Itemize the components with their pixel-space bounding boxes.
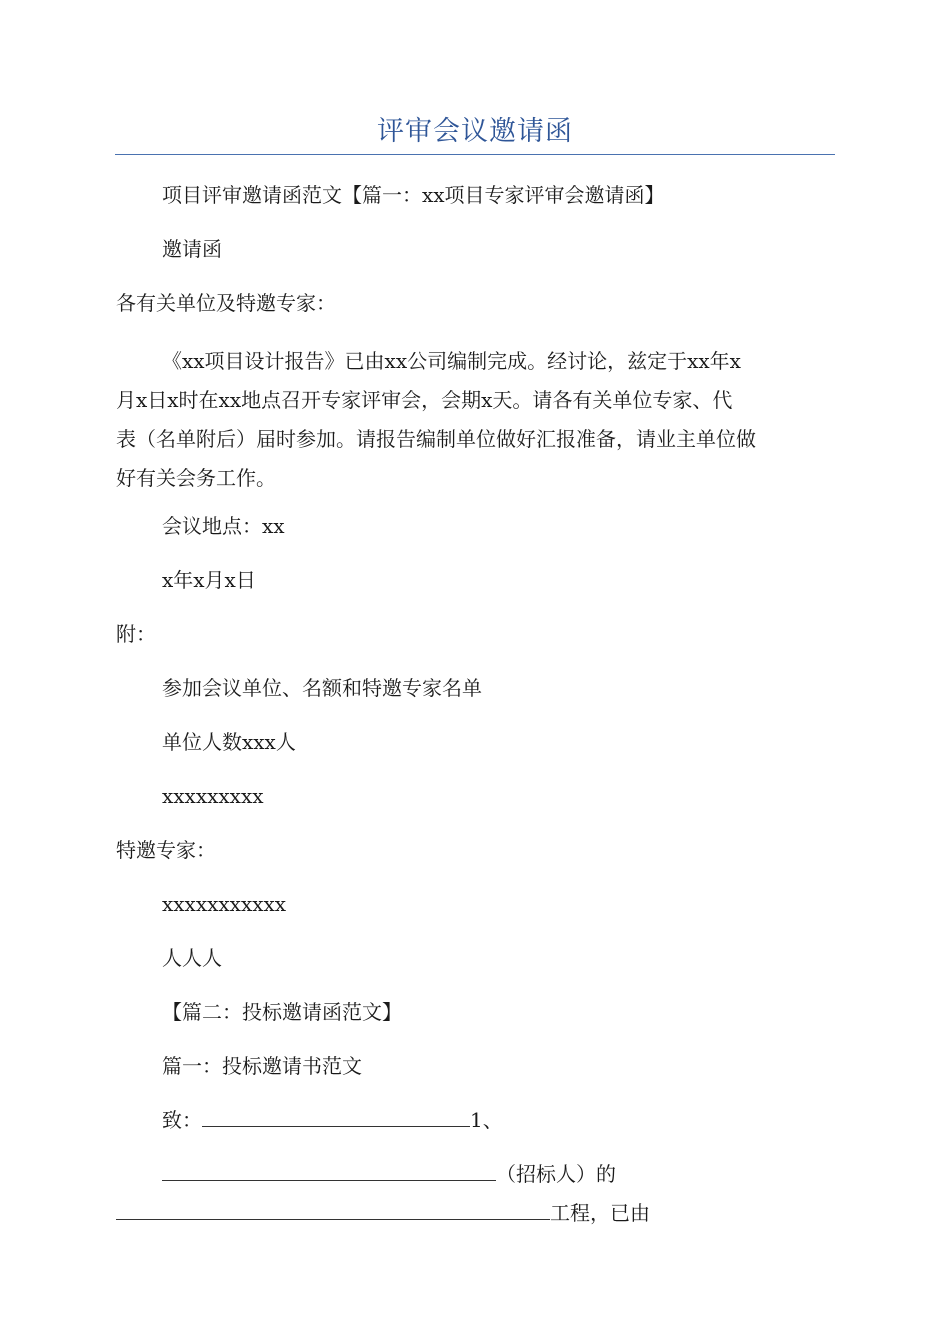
signature-line: 人人人: [162, 946, 222, 970]
fill-in-blank: [116, 1199, 550, 1220]
addressee-line: [162, 1106, 503, 1134]
addressee-prefix: 致：: [162, 1108, 202, 1132]
appendix-title: 参加会议单位、名额和特邀专家名单: [162, 676, 482, 700]
unit-count: 单位人数xxx人: [162, 730, 296, 754]
project-suffix: 工程，已由: [550, 1201, 650, 1225]
salutation: 各有关单位及特邀专家：: [116, 291, 336, 315]
tenderer-suffix: （招标人）的: [496, 1162, 616, 1186]
unit-placeholder: xxxxxxxxx: [162, 784, 264, 808]
addressee-suffix: 1、: [470, 1108, 503, 1132]
body-paragraph: [116, 342, 836, 498]
invitation-heading: 邀请函: [162, 237, 222, 261]
paragraph-line: 好有关会务工作。: [116, 466, 276, 490]
title-underline: [115, 154, 835, 155]
fill-in-blank: [202, 1106, 470, 1127]
paragraph-line: 《xx项目设计报告》已由xx公司编制完成。经讨论，兹定于xx年x: [162, 349, 741, 373]
meeting-date: x年x月x日: [162, 568, 256, 592]
project-line: [116, 1199, 650, 1227]
section-heading-1: 项目评审邀请函范文【篇一：xx项目专家评审会邀请函】: [162, 183, 665, 207]
document-title: 评审会议邀请函: [377, 116, 573, 147]
experts-placeholder: xxxxxxxxxxx: [162, 892, 287, 916]
appendix-label: 附：: [116, 622, 156, 646]
paragraph-line: 月x日x时在xx地点召开专家评审会，会期x天。请各有关单位专家、代: [116, 388, 733, 412]
fill-in-blank: [162, 1160, 496, 1181]
experts-label: 特邀专家：: [116, 838, 216, 862]
paragraph-line: 表（名单附后）届时参加。请报告编制单位做好汇报准备，请业主单位做: [116, 427, 756, 451]
section-heading-2: 【篇二：投标邀请函范文】: [162, 1000, 402, 1024]
subsection-heading: 篇一：投标邀请书范文: [162, 1054, 362, 1078]
tenderer-line: [162, 1160, 616, 1188]
meeting-location: 会议地点：xx: [162, 514, 285, 538]
